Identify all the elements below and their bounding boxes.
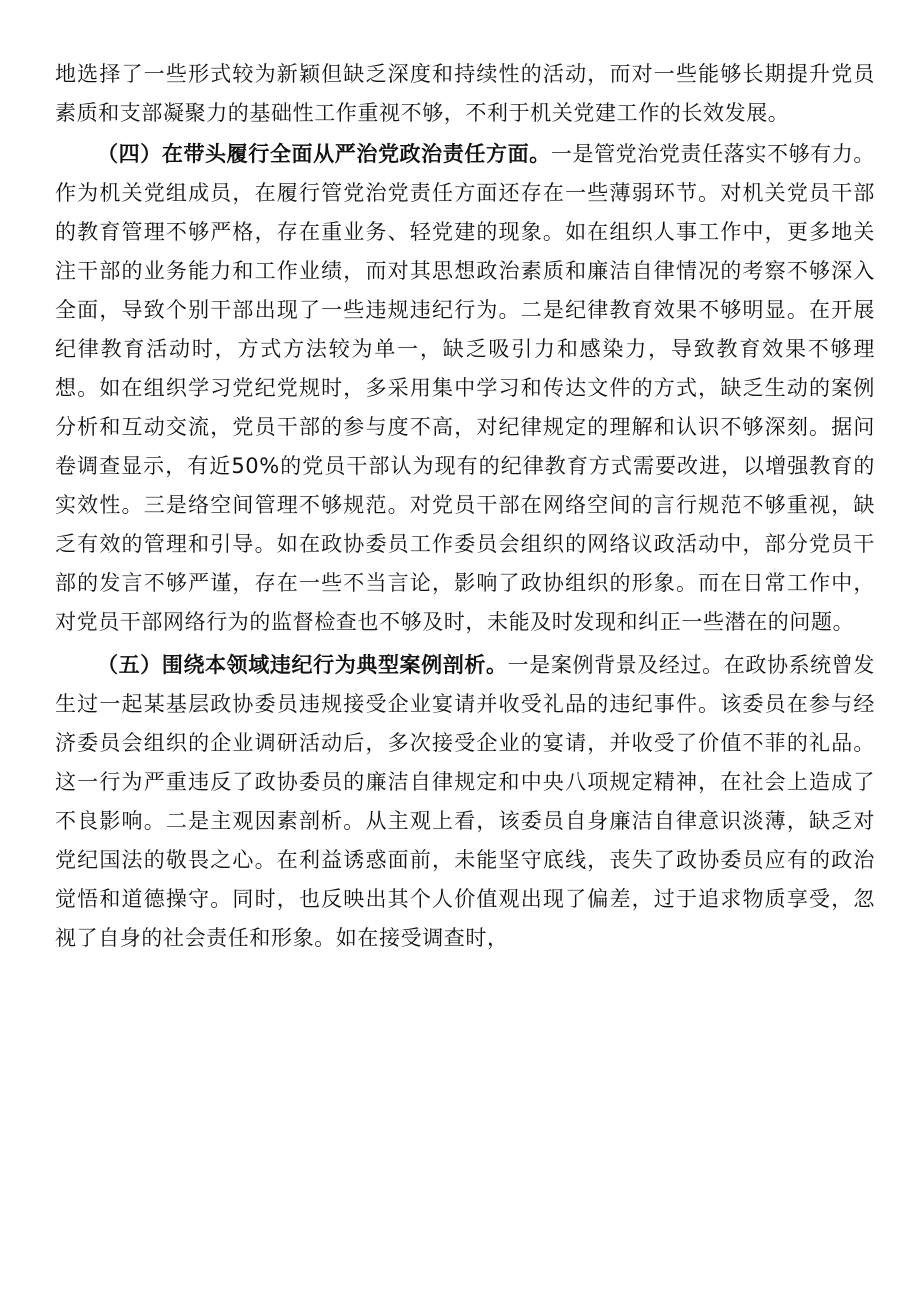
paragraph-section-4 — [55, 135, 875, 642]
section-heading: （四）在带头履行全面从严治党政治责任方面。 — [97, 142, 551, 166]
paragraph-continuation — [55, 55, 875, 133]
paragraph-body: 一是案例背景及经过。在政协系统曾发生过一起某基层政协委员违规接受企业宴请并收受礼品的违纪事件。该委员在参与经济委员会组织的企业调研活动后，多次接受企业的宴请，并收受了价值不菲的礼品。这一行为严重违反了政协委员的廉洁自律规定和中央八项规定精神，在社会上造成了不良影响。二是主观因素剖析。从主观上看，该委员自身廉洁自律意识淡薄，缺乏对党纪国法的敬畏之心。在利益诱惑面前，未能坚守底线，丧失了政协委员应有的政治觉悟和道德操守。同时，也反映出其个人价值观出现了偏差，过于追求物质享受，忽视了自身的社会责任和形象。如在接受调查时， — [55, 653, 876, 950]
paragraph-body: 一是管党治党责任落实不够有力。作为机关党组成员，在履行管党治党责任方面还存在一些薄弱环节。对机关党员干部的教育管理不够严格，存在重业务、轻党建的现象。如在组织人事工作中，更多地关注干部的业务能力和工作业绩，而对其思想政治素质和廉洁自律情况的考察不够深入全面，导致个别干部出现了一些违规违纪行为。二是纪律教育效果不够明显。在开展纪律教育活动时，方式方法较为单一，缺乏吸引力和感染力，导致教育效果不够理想。如在组织学习党纪党规时，多采用集中学习和传达文件的方式，缺乏生动的案例分析和互动交流，党员干部的参与度不高，对纪律规定的理解和认识不够深刻。据问卷调查显示，有近50%的党员干部认为现有的纪律教育方式需要改进，以增强教育的实效性。三是络空间管理不够规范。对党员干部在网络空间的言行规范不够重视，缺乏有效的管理和引导。如在政协委员工作委员会组织的网络议政活动中，部分党员干部的发言不够严谨，存在一些不当言论，影响了政协组织的形象。而在日常工作中，对党员干部网络行为的监督检查也不够及时，未能及时发现和纠正一些潜在的问题。 — [55, 142, 875, 634]
document-page — [55, 55, 875, 958]
paragraph-section-5 — [55, 646, 875, 958]
section-heading: （五）围绕本领域违纪行为典型案例剖析。 — [97, 653, 508, 677]
paragraph-body: 地选择了一些形式较为新颖但缺乏深度和持续性的活动，而对一些能够长期提升党员素质和支部凝聚力的基础性工作重视不够，不利于机关党建工作的长效发展。 — [55, 62, 875, 125]
